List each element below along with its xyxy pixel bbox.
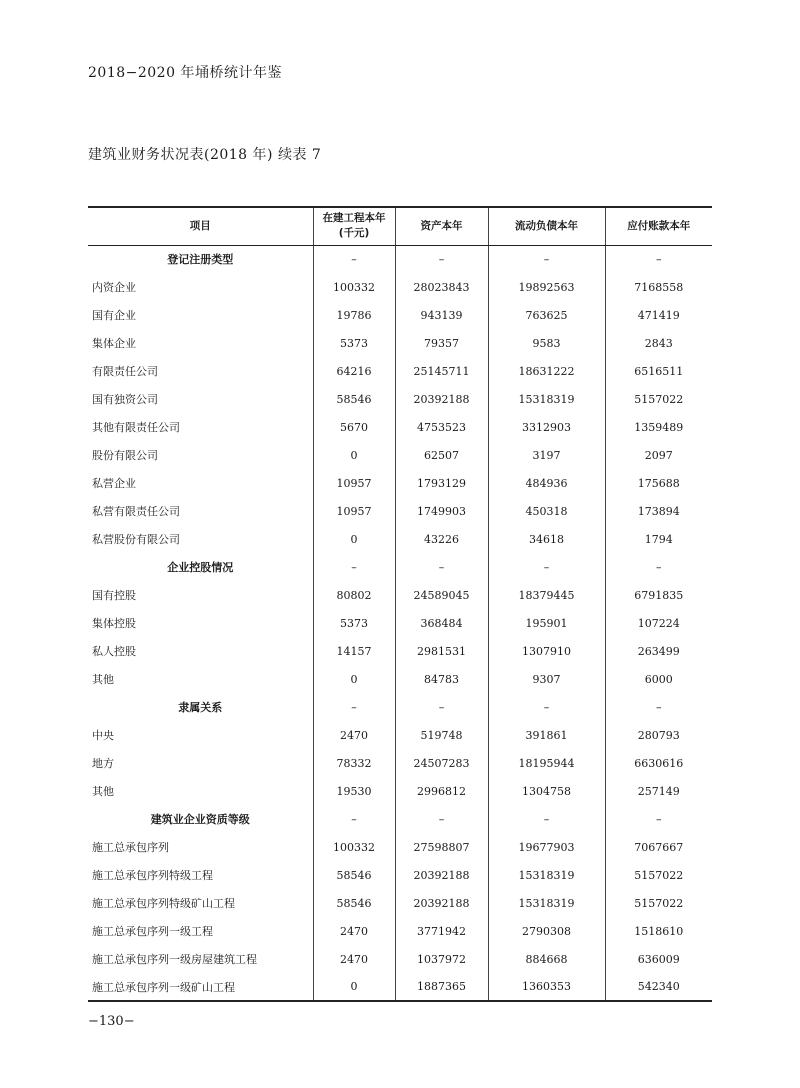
row-label: 施工总承包序列一级工程 [92,925,213,938]
row-label: 集体企业 [92,337,136,350]
cell-value: 1307910 [488,637,605,665]
row-label: 施工总承包序列 [92,841,169,854]
row-label: 其他有限责任公司 [92,421,180,434]
cell-value: – [395,693,488,721]
row-label: 施工总承包序列特级矿山工程 [92,897,235,910]
row-label: 有限责任公司 [92,365,158,378]
table-row [88,385,712,413]
cell-value: 20392188 [395,861,488,889]
cell-value: 20392188 [395,385,488,413]
cell-value: 80802 [313,581,395,609]
cell-value: 78332 [313,749,395,777]
cell-value: – [395,553,488,581]
table-header-row [88,207,712,245]
cell-value: 58546 [313,385,395,413]
row-label: 其他 [92,785,114,798]
cell-value: 173894 [605,497,712,525]
col-header-current-liabilities: 流动负债本年 [488,207,605,245]
cell-value: 43226 [395,525,488,553]
row-label: 私营股份有限公司 [92,533,180,546]
row-label: 其他 [92,673,114,686]
cell-value: 2470 [313,917,395,945]
cell-value: 1037972 [395,945,488,973]
cell-value: 1749903 [395,497,488,525]
row-label: 私人控股 [92,645,136,658]
cell-value: – [488,245,605,273]
cell-value: 5373 [313,329,395,357]
row-label: 施工总承包序列特级工程 [92,869,213,882]
cell-value: 636009 [605,945,712,973]
cell-value: 5670 [313,413,395,441]
table-row [88,497,712,525]
group-row [88,805,712,833]
table-row [88,721,712,749]
cell-value: 5157022 [605,861,712,889]
cell-value: 6516511 [605,357,712,385]
cell-value: – [395,805,488,833]
cell-value: 1518610 [605,917,712,945]
cell-value: 58546 [313,889,395,917]
table-row [88,777,712,805]
cell-value: 175688 [605,469,712,497]
cell-value: 471419 [605,301,712,329]
row-label: 国有控股 [92,589,136,602]
cell-value: 10957 [313,497,395,525]
cell-value: 5373 [313,609,395,637]
cell-value: 2843 [605,329,712,357]
cell-value: – [313,693,395,721]
table-row [88,945,712,973]
cell-value: 62507 [395,441,488,469]
cell-value: 19530 [313,777,395,805]
cell-value: 24589045 [395,581,488,609]
cell-value: 2470 [313,945,395,973]
cell-value: 100332 [313,273,395,301]
row-label: 私营有限责任公司 [92,505,180,518]
cell-value: – [605,693,712,721]
cell-value: – [395,245,488,273]
group-row [88,693,712,721]
table-row [88,749,712,777]
cell-value: 5157022 [605,385,712,413]
cell-value: 1793129 [395,469,488,497]
table-body [88,245,712,1001]
cell-value: – [488,553,605,581]
cell-value: 9307 [488,665,605,693]
group-label: 企业控股情况 [167,561,234,574]
table-row [88,889,712,917]
group-label: 隶属关系 [178,701,223,714]
row-label: 施工总承包序列一级矿山工程 [88,973,313,1001]
table-row [88,357,712,385]
cell-value: 15318319 [488,385,605,413]
cell-value: 27598807 [395,833,488,861]
finance-table [88,206,712,1002]
table-row [88,637,712,665]
cell-value: 64216 [313,357,395,385]
cell-value: 34618 [488,525,605,553]
cell-value: 9583 [488,329,605,357]
cell-value: 2470 [313,721,395,749]
cell-value: 1360353 [488,973,605,1001]
table-row [88,973,712,1001]
table-row [88,469,712,497]
cell-value: 3771942 [395,917,488,945]
cell-value: 484936 [488,469,605,497]
cell-value: 6630616 [605,749,712,777]
cell-value: 4753523 [395,413,488,441]
cell-value: 1887365 [395,973,488,1001]
row-label: 国有独资公司 [92,393,158,406]
row-label: 私营企业 [92,477,136,490]
cell-value: 884668 [488,945,605,973]
cell-value: 763625 [488,301,605,329]
cell-value: 0 [313,441,395,469]
col-header-accounts-payable: 应付账款本年 [605,207,712,245]
table-row [88,609,712,637]
cell-value: 7168558 [605,273,712,301]
table-row [88,329,712,357]
cell-value: 195901 [488,609,605,637]
cell-value: – [488,805,605,833]
cell-value: 450318 [488,497,605,525]
running-header: 2018−2020 年埇桥统计年鉴 [88,65,282,81]
table-row [88,833,712,861]
cell-value: 2790308 [488,917,605,945]
row-label: 内资企业 [92,281,136,294]
cell-value: 542340 [605,973,712,1001]
cell-value: – [313,245,395,273]
cell-value: – [605,805,712,833]
cell-value: 3312903 [488,413,605,441]
col-header-item: 项目 [88,207,313,245]
cell-value: 10957 [313,469,395,497]
cell-value: 6000 [605,665,712,693]
cell-value: – [313,553,395,581]
row-label: 中央 [92,729,114,742]
cell-value: 19786 [313,301,395,329]
cell-value: 3197 [488,441,605,469]
cell-value: 15318319 [488,861,605,889]
cell-value: 84783 [395,665,488,693]
cell-value: 18379445 [488,581,605,609]
cell-value: 2981531 [395,637,488,665]
col-header-assets: 资产本年 [395,207,488,245]
cell-value: 368484 [395,609,488,637]
cell-value: 943139 [395,301,488,329]
table-row [88,525,712,553]
cell-value: 24507283 [395,749,488,777]
row-label: 集体控股 [92,617,136,630]
cell-value: 1794 [605,525,712,553]
cell-value: 0 [313,525,395,553]
cell-value: 5157022 [605,889,712,917]
group-label: 登记注册类型 [167,253,234,267]
cell-value: 6791835 [605,581,712,609]
cell-value: 15318319 [488,889,605,917]
cell-value: 18195944 [488,749,605,777]
cell-value: 7067667 [605,833,712,861]
group-row [88,553,712,581]
cell-value: 263499 [605,637,712,665]
table-title: 建筑业财务状况表(2018 年) 续表 7 [88,147,322,163]
cell-value: 0 [313,665,395,693]
cell-value: 18631222 [488,357,605,385]
table-row [88,441,712,469]
cell-value: 2097 [605,441,712,469]
cell-value: 20392188 [395,889,488,917]
table-row [88,413,712,441]
cell-value: 2996812 [395,777,488,805]
cell-value: 79357 [395,329,488,357]
cell-value: 28023843 [395,273,488,301]
row-label: 地方 [92,757,114,770]
row-label: 股份有限公司 [92,449,158,462]
cell-value: 1304758 [488,777,605,805]
cell-value: 519748 [395,721,488,749]
cell-value: 1359489 [605,413,712,441]
cell-value: 100332 [313,833,395,861]
cell-value: 257149 [605,777,712,805]
cell-value: 19892563 [488,273,605,301]
cell-value: 14157 [313,637,395,665]
group-label: 建筑业企业资质等级 [150,813,250,826]
table-row [88,917,712,945]
cell-value: 280793 [605,721,712,749]
row-label: 施工总承包序列一级房屋建筑工程 [92,953,257,966]
cell-value: 107224 [605,609,712,637]
col-header-construction-in-progress: 在建工程本年 (千元) [313,207,395,245]
cell-value: – [605,245,712,273]
cell-value: – [488,693,605,721]
cell-value: 58546 [313,861,395,889]
cell-value: 19677903 [488,833,605,861]
row-label: 国有企业 [92,309,136,322]
cell-value: 391861 [488,721,605,749]
table-row [88,665,712,693]
cell-value: – [313,805,395,833]
table-row [88,581,712,609]
table-row [88,861,712,889]
cell-value: 0 [313,973,395,1001]
cell-value: – [605,553,712,581]
table-row [88,301,712,329]
page-number: −130− [88,1014,135,1029]
table-row [88,273,712,301]
cell-value: 25145711 [395,357,488,385]
group-row [88,245,712,273]
